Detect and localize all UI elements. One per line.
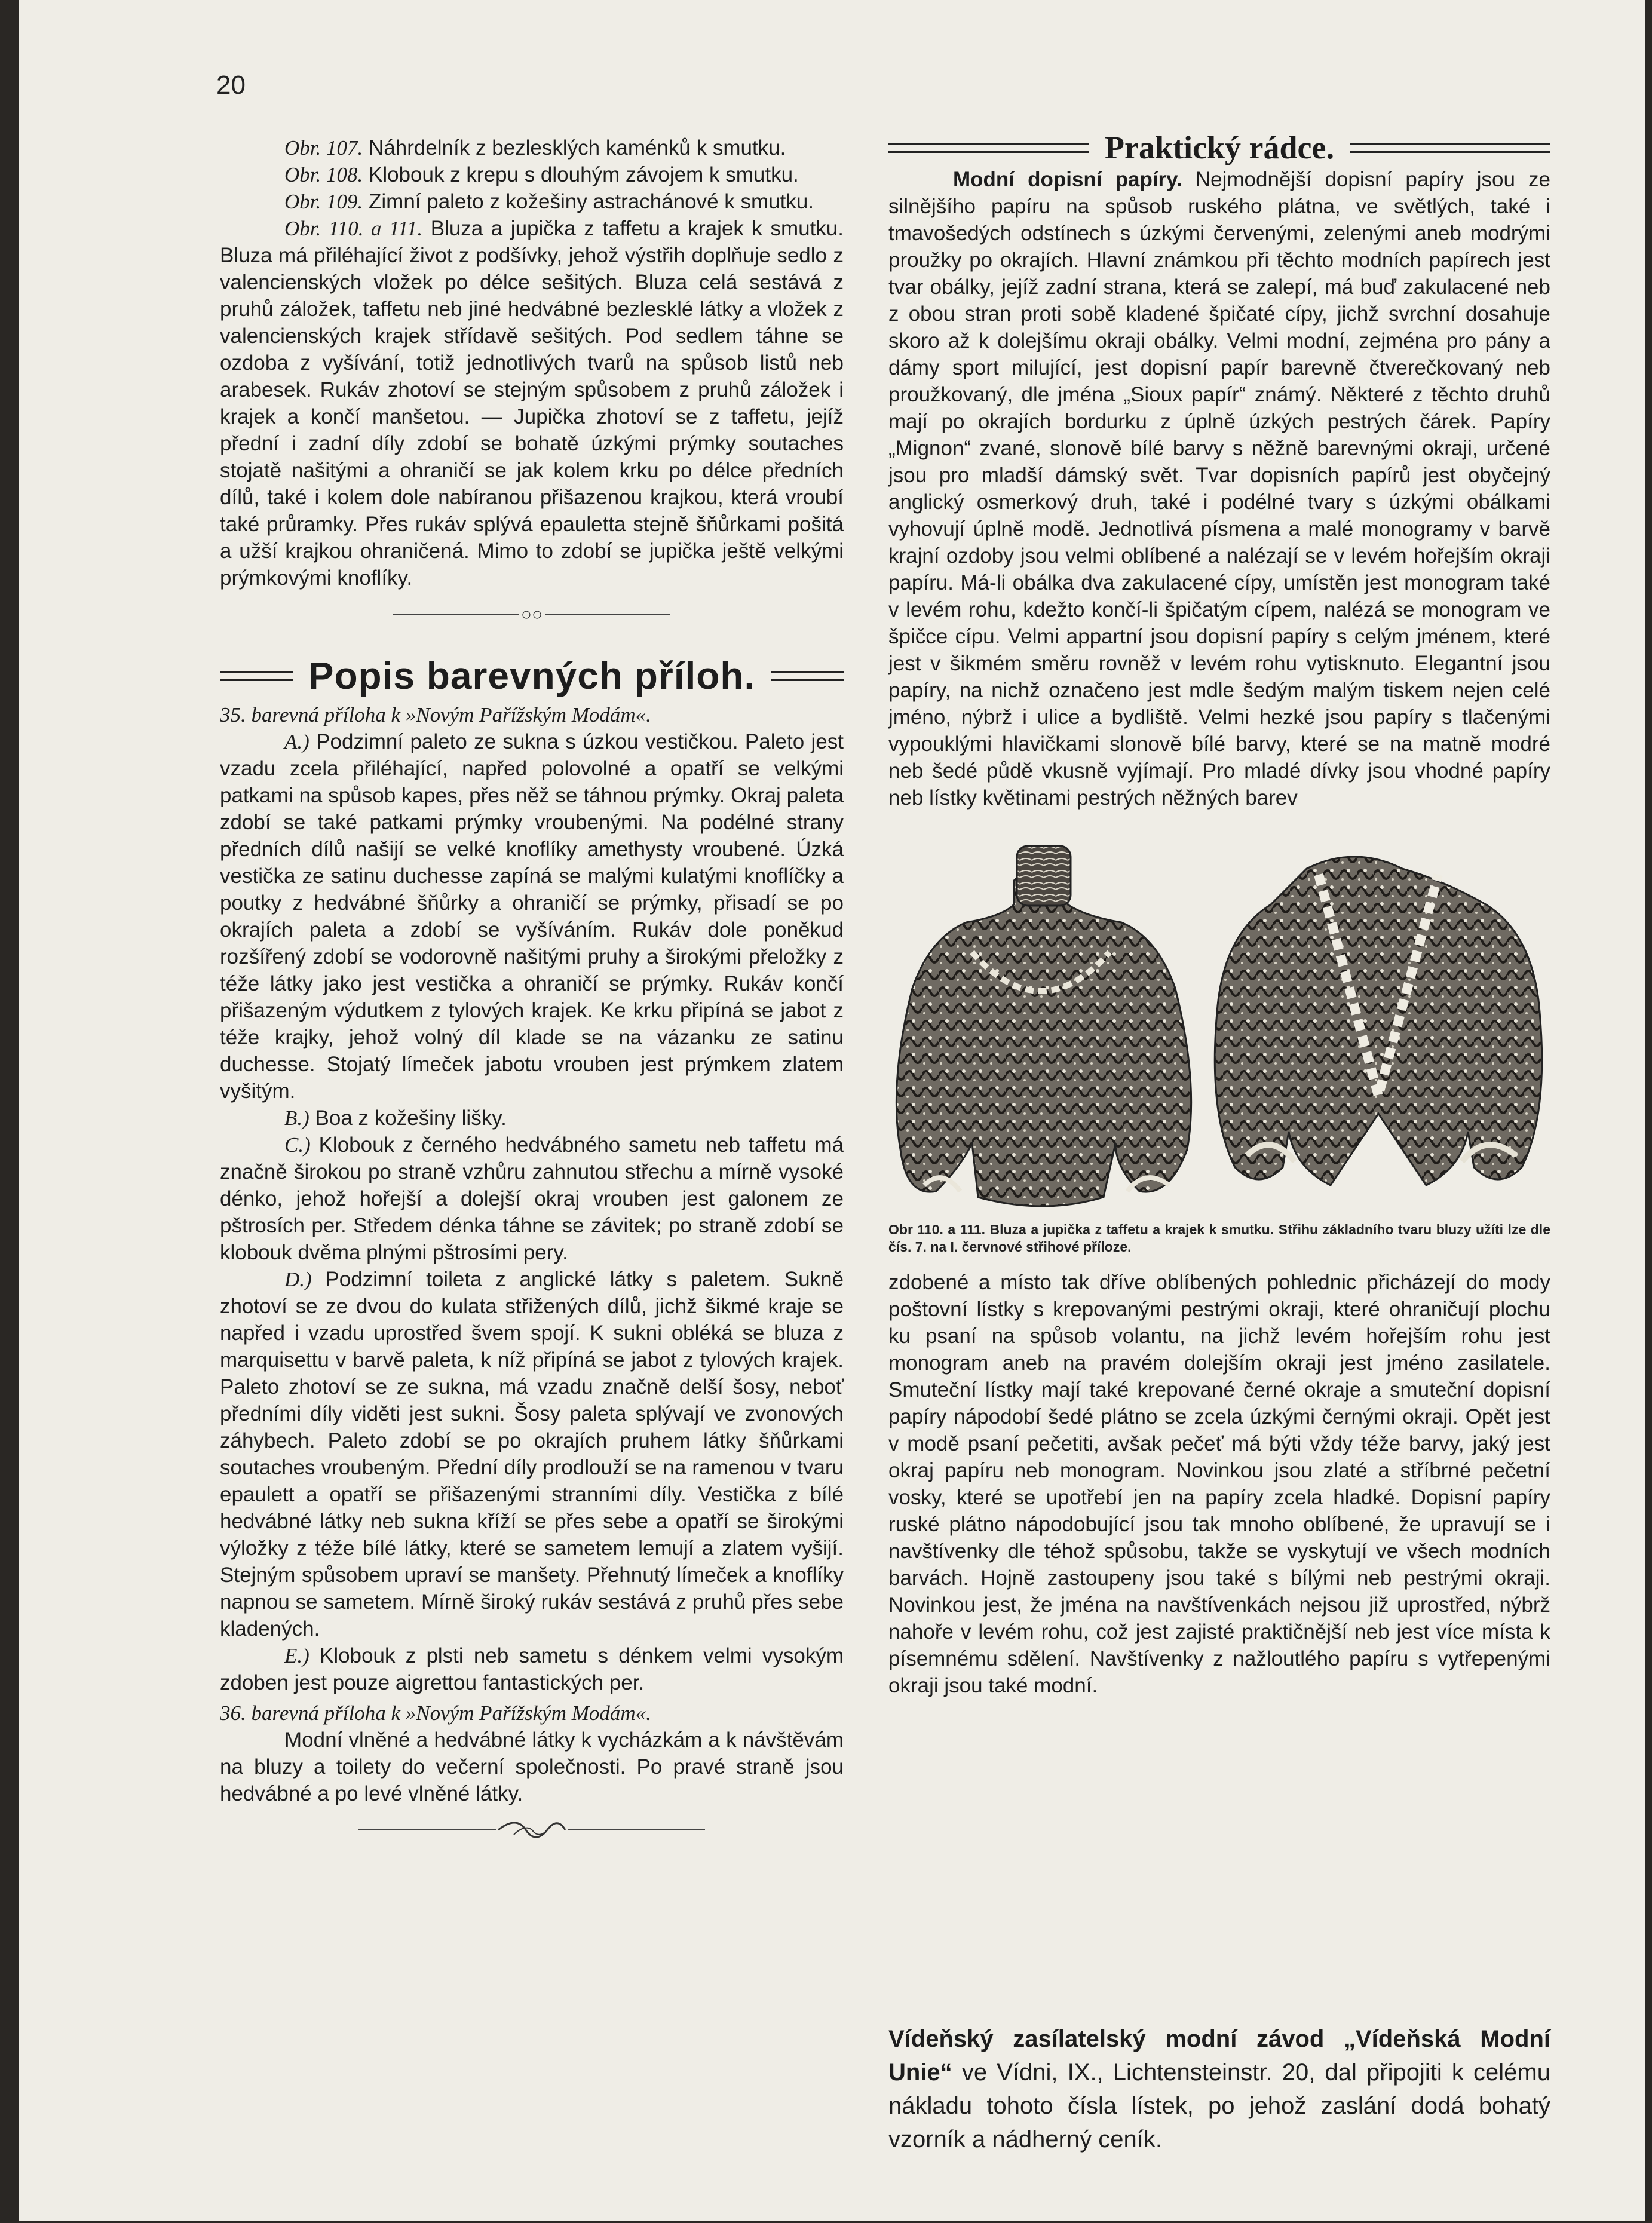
plate-item-d — [220, 1266, 844, 1642]
item-label: B.) — [284, 1106, 309, 1130]
double-rule — [1350, 143, 1550, 153]
advert-text: ve Vídni, IX., Lichtensteinstr. 20, dal připojiti k celému nákladu tohoto čísla lístek, po jehož zaslání dodá bohatý vzorník a nádherný ceník. — [888, 2059, 1550, 2153]
figure-text: Zimní paleto z kožešiny astrachánové k smutku. — [363, 190, 814, 213]
left-column — [220, 134, 844, 1848]
double-rule — [220, 671, 293, 681]
plate-35-title: 35. barevná příloha k »Novým Pařížským Modám«. — [220, 703, 651, 726]
right-column — [888, 130, 1550, 1699]
item-text: Podzimní paleto ze sukna s úzkou vestičkou. Paleto jest vzadu zcela přiléhající, napřed polovolné a opatří se velkými patkami na spůsob kapes, přes něž se táhnou prýmky. Okraj paleta zdobí se také patkami prýmky vroubenými. Na podélné strany předních dílů našijí se velké knoflíky amethysty vroubené. Úzká vestička ze satinu duchesse zapíná se malými kulatými knoflíčky a poutky z hedvábné šňůrky a ohraničí se prýmky, přisadí se po okrajích paleta a zdobí se vyšíváním. Rukáv dole poněkud rozšířený zdobí se vodorovně našitými pruhy a širokými přeložky z téže látky jako jest vestička a ohraničí se prýmky. Rukáv končí přišazeným výdutkem z tylových krajek. Ke krku připíná se jabot z téže krajky, jehož volný díl klade se na vázanku ze satinu duchesse. Stojatý límeček jabotu vrouben jest prýmkem zlatem vyšitým. — [220, 730, 844, 1103]
stationery-article — [888, 166, 1550, 811]
section-heading-right — [888, 130, 1550, 165]
flourish-ornament — [496, 1818, 568, 1842]
plate-item-c — [220, 1132, 844, 1266]
double-rule — [771, 671, 844, 681]
double-rule — [888, 143, 1089, 153]
article-text: Nejmodnější dopisní papíry jsou ze silnějšího papíru na spůsob ruského plátna, ve světlých, také i tmavošedých odstínech s úzkými červenými, zelenými aneb modrými proužky po okrajích. Hlavní známkou při těchto modních papírech jest tvar obálky, jejíž zadní strana, která se zalepí, má buď zakulacené neb z obou stran proti sobě kladené špičaté cípy, jichž svrchní dosahuje skoro až k dolejšímu okraji obálky. Velmi modní, zejména pro pány a dámy sport milující, jest dopisní papír barevně čtverečkovaný neb proužkovaný, dle jména „Sioux papír“ známý. Některé z těchto druhů mají po okrajích bordurku z úplně úzkých pestrých čárek. Papíry „Mignon“ zvané, slonově bílé barvy s něžně barevnými okraji, určené jsou pro mladší dámský svět. Tvar dopisních papírů jest obyčejný anglický osmerkový druh, také i podélné tvary s úzkými obálkami vyhovují úplně modě. Jednotlivá písmena a malé monogramy v barvě krajní ozdoby jsou velmi oblíbené a nalézají se v levém hořejším okraji papíru. Má-li obálka dva zakulacené cípy, umístěn jest monogram také v levém rohu, kdežto končí-li špičatým cípem, nalézá se monogram ve špičce cípu. Velmi appartní jsou dopisní papíry s celým jménem, které jest v šikmém směru rovněž v levém rohu vytisknuto. Elegantní jsou papíry, na nichž označeno jest mdle šedým malým tiskem nejen celé jméno, nýbrž i ulice a bydliště. Velmi hezké jsou papíry s tlačenými vypouklými hlavičkami slonově bílé barvy, které se na matně modré neb šedé půdě vkusně vyjímají. Pro mladé dívky jsou vhodné papíry neb lístky květinami pestrých něžných barev — [888, 168, 1550, 810]
jacket-figure — [1215, 857, 1542, 1185]
item-text: Boa z kožešiny lišky. — [309, 1106, 507, 1130]
item-label: A.) — [284, 730, 309, 753]
figure-label: Obr. 107. — [284, 136, 363, 160]
end-divider — [220, 1818, 844, 1842]
figure-caption: Obr 110. a 111. Bluza a jupička z taffetu a krajek k smutku. Střihu základního tvaru bluzy užíti lze dle čís. 7. na I. červnové střihové příloze. — [888, 1222, 1550, 1255]
page-number: 20 — [216, 70, 246, 100]
magazine-page — [19, 0, 1645, 2221]
figure-description-107 — [220, 134, 844, 161]
section-heading-left — [220, 654, 844, 697]
plate-36-title: 36. barevná příloha k »Novým Pařížským Modám«. — [220, 1701, 651, 1725]
section-title: Popis barevných příloh. — [308, 654, 756, 697]
item-label: C.) — [284, 1133, 311, 1157]
section-title: Praktický rádce. — [1105, 130, 1334, 165]
figure-text: Bluza a jupička z taffetu a krajek k smutku. Bluza má přiléhající život z podšívky, jehož výstřih doplňuje sedlo z valencienských vložek po délce sešitých. Bluza celá sestává z pruhů záložek, taffetu neb jiné hedvábné bezlesklé látky a vložek z valencienských krajek střídavě sešitých. Pod sedlem táhne se ozdoba z vyšívání, totiž jednotlivých tvarů na spůsob listů neb arabesek. Rukáv zhotoví se stejným spůsobem z pruhů záložek i krajek a končí manšetou. — Jupička zhotoví se z taffetu, jejíž přední i zadní díly zdobí se bohatě úzkými prýmky soutaches stojatě našitými a ohraničí se jak kolem krku po délce předních dílů, také i kolem dole nabíranou přišazenou krajkou, která vroubí také průramky. Přes rukáv splývá epauletta stejně šňůrkami pošitá a užší krajkou ohraničená. Mimo to zdobí se jupička ještě velkými prýmkovými knoflíky. — [220, 217, 844, 590]
blouse-figure — [896, 846, 1191, 1206]
advert-notice — [888, 2022, 1550, 2156]
figure-description-110-111 — [220, 215, 844, 591]
figure-description-109 — [220, 188, 844, 215]
plate-36-text: Modní vlněné a hedvábné látky k vycházkám a k návštěvám na bluzy a toilety do večerní společnosti. Po pravé straně jsou hedvábné a po levé vlněné látky. — [220, 1728, 844, 1805]
stationery-continuation: zdobené a místo tak dříve oblíbených pohlednic přicházejí do mody poštovní lístky s krepovanými pestrými okraji, které ohraničují plochu ku psaní na spůsob volantu, na jichž levém hořejším rohu jest monogram aneb na pravém dolejším okraji jest jméno zasilatele. Smuteční lístky mají také krepované černé okraje a smuteční dopisní papíry nápodobí šedé plátno se zcela úzkými černými okraji. Opět jest v modě psaní pečetiti, avšak pečeť má býti vždy téže barvy, jaký jest okraj papíru neb monogram. Novinkou jsou zlaté a stříbrné pečetní vosky, které se upotřebí jen na papíry zcela hladké. Dopisní papíry ruské plátno nápodobující jsou tak mnoho oblíbené, že upravují se i navštívenky dle téhož spůsobu, takže se vyskytují ve všech modních barvách. Hojně zastoupeny jsou také s bílými neb pestrými okraji. Novinkou jest, že jména na navštívenkách nejsou již uprostřed, nýbrž nahoře v levém rohu, což jest zajisté praktičnější neb jest více místa k písemnému sdělení. Navštívenky z nažloutlého papíru s vytřepenými okraji jsou také modní. — [888, 1271, 1550, 1697]
blouse-and-jacket-illustration — [888, 833, 1550, 1221]
plate-item-b — [220, 1105, 844, 1132]
figure-text: Náhrdelník z bezlesklých kaménků k smutku. — [363, 136, 786, 160]
item-text: Klobouk z černého hedvábného sametu neb taffetu má značně širokou po straně vzhůru zahnutou střechu a mírně vysoké dénko, jehož hořejší a dolejší okraj vrouben jest galonem ze pštrosích per. Středem dénka táhne se závitek; po straně zdobí se klobouk dvěma plnými pštrosími pery. — [220, 1133, 844, 1264]
figure-label: Obr. 108. — [284, 163, 363, 186]
figure-label: Obr. 109. — [284, 190, 363, 213]
item-text: Klobouk z plsti neb sametu s dénkem velmi vysokým zdoben jest pouze aigrettou fantastických per. — [220, 1644, 844, 1694]
figure-description-108 — [220, 161, 844, 188]
figure-110-111 — [888, 833, 1550, 1221]
item-label: E.) — [284, 1644, 309, 1667]
plate-item-e — [220, 1642, 844, 1696]
ring-ornament: ○○ — [520, 605, 543, 624]
item-text: Podzimní toileta z anglické látky s paletem. Sukně zhotoví se ze dvou do kulata střižených dílů, jichž šikmé kraje se napřed i vzadu uprostřed švem spojí. K sukni obléká se bluza z marquisettu v barvě paleta, k níž připíná se jabot z tylových krajek. Paleto zhotoví se ze sukna, má vzadu značně delší šosy, neboť předními díly viděti jest sukni. Šosy paleta splývají ve zvonových záhybech. Paleto zdobí se po okrajích pruhem látky šňůrkami soutaches vroubeným. Přední díly prodlouží se na ramenou v tvaru epaulett a opatří se přišazenými stranními díly. Vestička z bílé hedvábné látky neb sukna kříží se přes sebe a opatří se širokými výložky z téže bílé látky, které se sametem lemují a zlatem vyšijí. Stejným spůsobem upraví se manšety. Přehnutý límeček a knoflíky napnou se sametem. Mírně široký rukáv sestává z pruhů přes sebe kladených. — [220, 1268, 844, 1641]
figure-text: Klobouk z krepu s dlouhým závojem k smutku. — [363, 163, 799, 186]
item-label: D.) — [284, 1268, 312, 1291]
small-divider — [220, 601, 844, 628]
plate-item-a — [220, 728, 844, 1105]
advert-company: Vídeňský zasílatelský modní závod „Vídeňská Modní Unie“ — [888, 2026, 1550, 2086]
article-lead: Modní dopisní papíry. — [953, 168, 1182, 191]
figure-label: Obr. 110. a 111. — [284, 217, 423, 240]
